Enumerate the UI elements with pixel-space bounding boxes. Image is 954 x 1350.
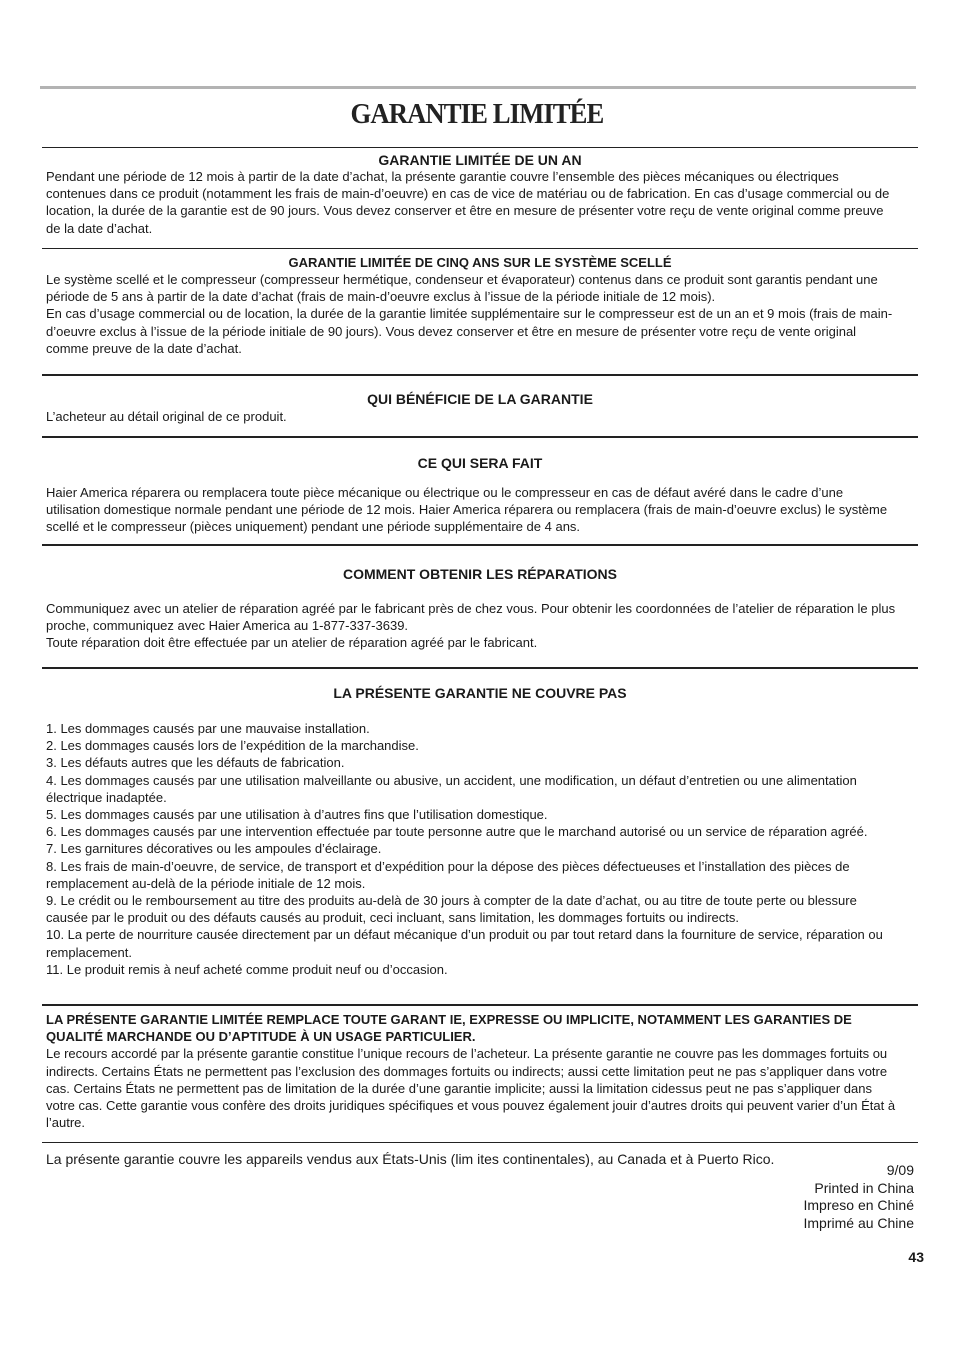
page-title: GARANTIE LIMITÉE xyxy=(350,98,604,130)
top-rule xyxy=(40,86,916,89)
printed-in-english: Printed in China xyxy=(814,1179,914,1196)
not-covered-heading: LA PRÉSENTE GARANTIE NE COUVRE PAS xyxy=(333,685,627,701)
list-item: 7. Les garnitures décoratives ou les ampoules d’éclairage. xyxy=(46,841,382,857)
replaces-heading: LA PRÉSENTE GARANTIE LIMITÉE REMPLACE TOUTE GARANT IE, EXPRESSE OU IMPLICITE, NOTAMMENT LES GARANTIES DE QUALITÉ MARCHANDE OU D’APTITUDE À UN USAGE PARTICULIER. xyxy=(46,1012,852,1045)
beneficiary-heading: QUI BÉNÉFICIE DE LA GARANTIE xyxy=(367,391,593,407)
what-done-text xyxy=(46,484,896,536)
list-item: 2. Les dommages causés lors de l’expédition de la marchandise. xyxy=(46,738,419,754)
what-done-paragraph: Haier America réparera ou remplacera toute pièce mécanique ou électrique ou le compresseur en cas de défaut avéré dans le cadre d’une utilisation domestique normale pendant une période de 12 mois. Haier America réparera ou remplacera (frais de main-d’oeuvre exclus) le système scellé et le compresseur (pièces uniquement) pendant une période supplémentaire de 4 ans. xyxy=(46,485,888,535)
printed-in-french: Imprimé au Chine xyxy=(803,1214,914,1231)
divider xyxy=(42,1142,918,1143)
divider xyxy=(42,147,918,148)
five-year-text xyxy=(46,271,896,357)
print-date: 9/09 xyxy=(886,1162,914,1178)
beneficiary-paragraph: L’acheteur au détail original de ce produit. xyxy=(46,409,287,424)
not-covered-list xyxy=(46,720,896,978)
list-item: 10. La perte de nourriture causée directement par un défaut mécanique d’un produit ou par tout retard dans la fourniture de service, réparation ou remplacement. xyxy=(46,927,883,960)
printed-in-spanish: Impreso en Chiné xyxy=(803,1197,914,1214)
divider xyxy=(42,248,918,249)
one-year-heading: GARANTIE LIMITÉE DE UN AN xyxy=(378,152,582,168)
one-year-paragraph: Pendant une période de 12 mois à partir de la date d’achat, la présente garantie couvre l’ensemble des pièces mécaniques ou électriques contenues dans ce produit (notamment les frais de main-d’oeuvre) en cas de vice de matériau ou de fabrication. En cas d’usage commercial ou de location, la durée de la garantie est de 90 jours. Vous devez conserver et être en mesure de présenter votre reçu de vente original comme preuve de la date d’achat. xyxy=(46,169,890,236)
replaces-text xyxy=(46,1011,896,1131)
beneficiary-text xyxy=(46,408,896,425)
repairs-paragraph-2: Toute réparation doit être effectuée par un atelier de réparation agréé par le fabricant. xyxy=(46,635,538,651)
replaces-paragraph: Le recours accordé par la présente garantie constitue l’unique recours de l’acheteur. La présente garantie ne couvre pas les dommages fortuits ou indirects. Certains États ne permettent pas l’exclusion des dommages fortuits ou indirects; aussi cette limitation peut ne pas s’appliquer dans votre cas. Certains États ne permettent pas de limitation de la durée d’une garantie implicite; aussi la limitation cidessus peut ne pas s’appliquer dans votre cas. Cette garantie vous confère des droits juridiques spécifiques et vous pouvez également jouir d’autres droits qui peuvent varier d’un État à l’autre. xyxy=(46,1046,896,1131)
list-item: 5. Les dommages causés par une utilisation à d’autres fins que l’utilisation domestique. xyxy=(46,807,548,823)
five-year-heading: GARANTIE LIMITÉE DE CINQ ANS SUR LE SYSTÈME SCELLÉ xyxy=(288,255,672,270)
divider xyxy=(42,1004,918,1006)
list-item: 9. Le crédit ou le remboursement au titre des produits au-delà de 30 jours à compter de la date d’achat, ou au titre de toute perte ou blessure causée par le produit ou des défauts causés au produit, ceci incluant, sans limitation, les dommages fortuits ou indirects. xyxy=(46,893,857,926)
list-item: 4. Les dommages causés par une utilisation malveillante ou abusive, un accident, une modification, un défaut d’entretien ou une alimentation électrique inadaptée. xyxy=(46,772,857,805)
list-item: 3. Les défauts autres que les défauts de fabrication. xyxy=(46,755,345,771)
divider xyxy=(42,544,918,546)
repairs-paragraph-1: Communiquez avec un atelier de réparation agréé par le fabricant près de chez vous. Pour obtenir les coordonnées de l’atelier de réparation le plus proche, communiquez avec Haier America au 1-877-337-3639. xyxy=(46,601,896,634)
list-item: 6. Les dommages causés par une intervention effectuée par toute personne autre que le marchand autorisé ou un service de réparation agréé. xyxy=(46,824,868,840)
print-info xyxy=(803,1162,914,1232)
list-item: 8. Les frais de main-d’oeuvre, de service, de transport et d’expédition pour la dépose des pièces défectueuses et l’installation des pièces de remplacement au-delà de la période initiale de 12 mois. xyxy=(46,858,850,891)
five-year-paragraph-1: Le système scellé et le compresseur (compresseur hermétique, condenseur et évaporateur) contenus dans ce produit sont garantis pendant une période de 5 ans à partir de la date d’achat (frais de main-d’oeuvre exclus à l’issue de la période initiale de 12 mois). xyxy=(46,272,878,305)
what-done-heading: CE QUI SERA FAIT xyxy=(417,455,543,471)
repairs-heading: COMMENT OBTENIR LES RÉPARATIONS xyxy=(342,566,618,582)
coverage-note: La présente garantie couvre les appareils vendus aux États-Unis (lim ites continentales), au Canada et à Puerto Rico. xyxy=(46,1151,775,1167)
divider xyxy=(42,667,918,669)
list-item: 11. Le produit remis à neuf acheté comme produit neuf ou d’occasion. xyxy=(46,961,448,977)
list-item: 1. Les dommages causés par une mauvaise installation. xyxy=(46,721,370,736)
divider xyxy=(42,374,918,376)
repairs-text xyxy=(46,600,896,652)
page-number: 43 xyxy=(908,1249,924,1265)
divider xyxy=(42,436,918,438)
five-year-paragraph-2: En cas d’usage commercial ou de location, la durée de la garantie limitée supplémentaire sur le compresseur est de un an et 9 mois (frais de main-d’oeuvre exclus à l’issue de la période initiale de 90 jours). Vous devez conserver et être en mesure de présenter votre reçu de vente original comme preuve de la date d’achat. xyxy=(46,306,893,356)
one-year-text xyxy=(46,168,896,237)
